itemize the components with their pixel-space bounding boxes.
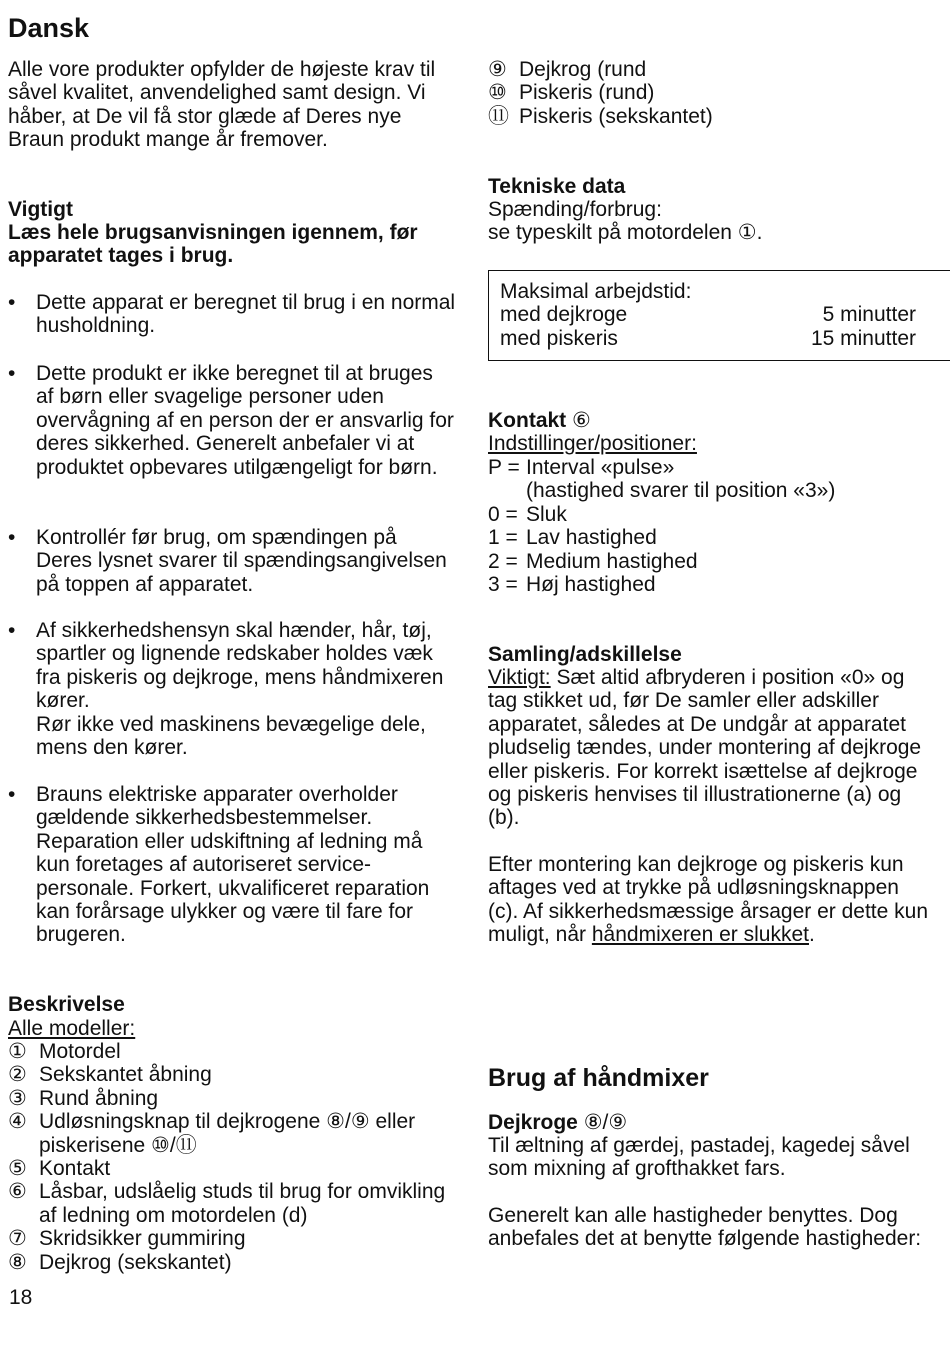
bullet-text: Af sikkerhedshensyn skal hænder, hår, tøj, spartler og lignende redskaber holdes væk fra piskeris og dejkroge, mens håndmixeren kører. [36, 619, 444, 713]
page-number: 18 [9, 1286, 33, 1309]
bullet-item [8, 526, 456, 596]
list-item: ③ Rund åbning [8, 1086, 159, 1110]
contact-heading: Kontakt ⑥ [488, 409, 591, 432]
usage-heading: Brug af håndmixer [488, 1064, 709, 1092]
parts-list-continued [488, 58, 928, 128]
list-item: 1 = Lav hastighed [488, 526, 657, 550]
list-item: ⑧ Dejkrog (sekskantet) [8, 1250, 232, 1274]
list-item: ⑥ Låsbar, udslåelig studs til brug for omvikling af ledning om motordelen (d) [8, 1180, 446, 1227]
list-item: ⑤ Kontakt [8, 1157, 111, 1181]
speeds-text: Generelt kan alle hastigheder benyttes. Dog anbefales det at benytte følgende hastigheder: [488, 1204, 922, 1251]
bullet-item [8, 291, 456, 338]
max-worktime-box [488, 270, 950, 361]
contact-subtitle: Indstillinger/positioner: [488, 432, 697, 455]
list-item: ⑦ Skridsikker gummiring [8, 1227, 246, 1251]
box-title: Maksimal arbejdstid: [500, 280, 692, 303]
bullet-dot: • [8, 619, 16, 642]
list-item: 2 = Medium hastighed [488, 549, 698, 573]
bullet-dot: • [8, 291, 16, 314]
bullet-text-extra: Rør ikke ved maskinens bevægelige dele, mens den kører. [36, 712, 426, 760]
bullet-text: Kontrollér før brug, om spændingen på Deres lysnet svarer til spændingsangivelsen på toppen af apparatet. [36, 526, 447, 596]
description-title: Beskrivelse [8, 993, 125, 1016]
bullet-dot: • [8, 362, 16, 385]
important-title: Vigtigt [8, 198, 73, 221]
tech-data-line: se typeskilt på motordelen ①. [488, 221, 763, 244]
list-item: ⑪ Piskeris (sekskantet) [488, 104, 713, 128]
dough-hooks-heading: Dejkroge ⑧/⑨ [488, 1111, 628, 1134]
tech-data-line: Spænding/forbrug: [488, 198, 662, 221]
bullet-text: Dette produkt er ikke beregnet til at bruges af børn eller svagelige personer uden overvågning af en person der er ansvarlig for deres sikkerhed. Generelt anbefaler vi at produktet opbevares utilgængeligt for børn. [36, 362, 454, 479]
assembly-paragraph-2: Efter montering kan dejkroge og piskeris kun aftages ved at trykke på udløsningsknappen (c). Af sikkerhedsmæssige årsager er dette kun muligt, når håndmixeren er slukket. [488, 853, 929, 947]
assembly-paragraph: Viktigt: Sæt altid afbryderen i position «0» og tag stikket ud, før De samler eller adskiller apparatet, således at De undgår at apparatet pludselig tændes, under montering af dejkroge eller piskeris. For korrekt isættelse af dejkroge og piskeris henvises til illustrationerne (a) og (b). [488, 666, 922, 830]
bullet-text: Brauns elektriske apparater overholder gældende sikkerhedsbestemmelser. Reparation eller udskiftning af ledning må kun foretages af autoriseret servicepersonale. Forkert, ukvalificeret reparation kan forårsage ulykker og være til fare for brugeren. [36, 783, 430, 947]
bullet-dot: • [8, 526, 16, 549]
list-item: ④ Udløsningsknap til dejkrogene ⑧/⑨ eller piskerisene ⑩/⑪ [8, 1110, 416, 1157]
list-item: 3 = Høj hastighed [488, 573, 656, 597]
list-item: 0 = Sluk [488, 502, 567, 526]
intro-paragraph: Alle vore produkter opfylder de højeste krav til såvel kvalitet, anvendelighed samt design. Vi håber, at De vil få stor glæde af Deres nye Braun produkt mange år fremover. [8, 58, 436, 152]
description-subtitle: Alle modeller: [8, 1017, 136, 1040]
dough-hooks-text: Til æltning af gærdej, pastadej, kagedej såvel som mixning af grofthakket fars. [488, 1134, 910, 1181]
list-item: ⑩ Piskeris (rund) [488, 81, 655, 105]
list-item: ① Motordel [8, 1040, 121, 1063]
bullet-item [8, 362, 456, 479]
list-item: ② Sekskantet åbning [8, 1063, 212, 1087]
parts-list [8, 1040, 456, 1274]
bullet-item [8, 619, 456, 759]
bullet-item [8, 783, 456, 947]
box-row: med dejkroge 5 minutter [500, 303, 916, 327]
important-text: Læs hele brugsanvisningen igennem, før apparatet tages i brug. [8, 221, 418, 268]
list-item: P = Interval «pulse» [488, 456, 675, 479]
bullet-text: Dette apparat er beregnet til brug i en normal husholdning. [36, 291, 456, 338]
list-item: ⑨ Dejkrog (rund [488, 58, 647, 81]
list-item: (hastighed svarer til position «3») [526, 479, 836, 503]
assembly-title: Samling/adskillelse [488, 643, 682, 666]
bullet-dot: • [8, 783, 16, 806]
settings-list [488, 456, 928, 596]
tech-data-title: Tekniske data [488, 175, 626, 198]
language-heading: Dansk [8, 13, 90, 43]
box-row: med piskeris 15 minutter [500, 326, 916, 350]
